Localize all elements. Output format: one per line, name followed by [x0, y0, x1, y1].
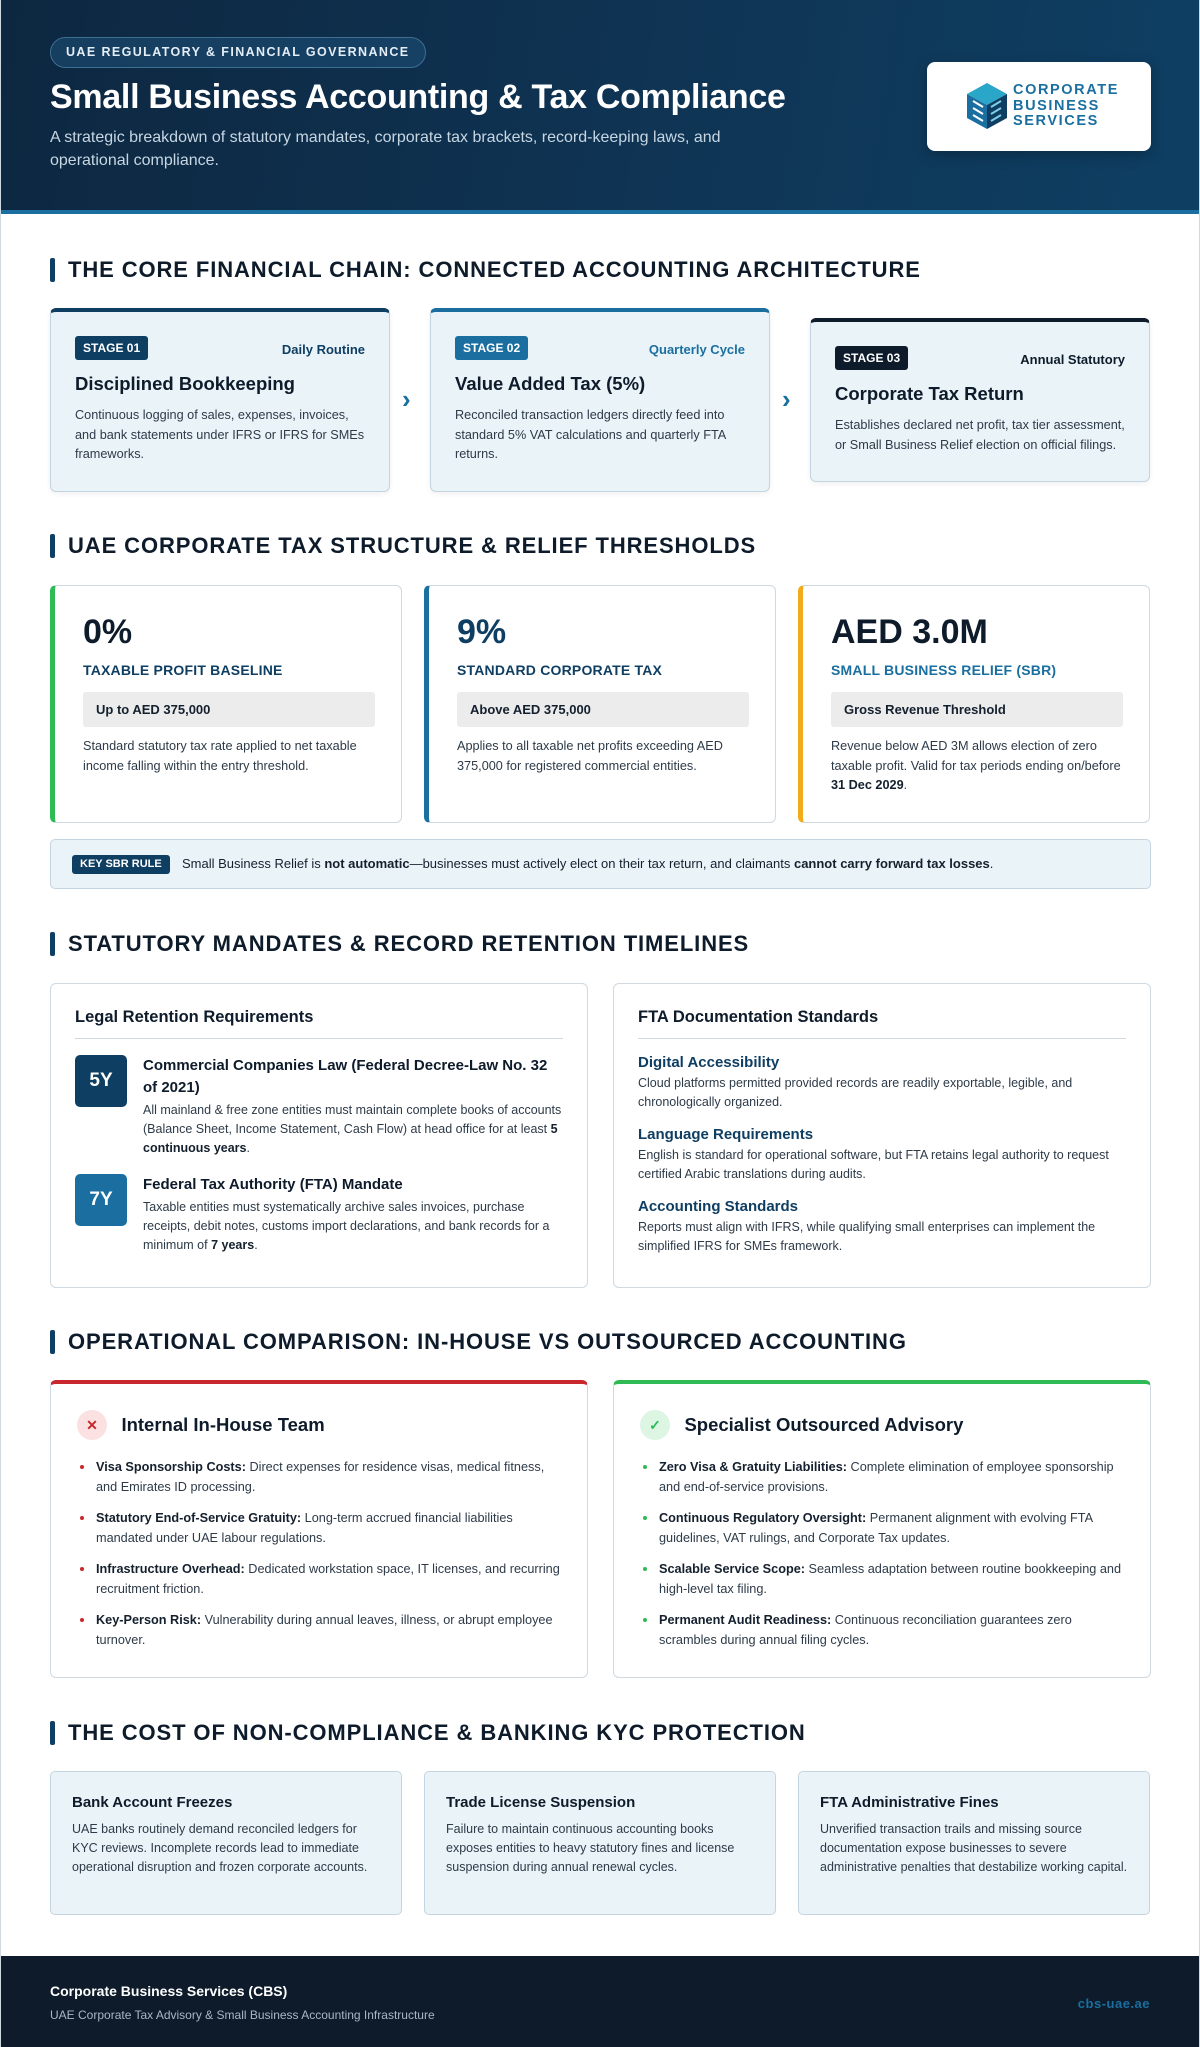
- risk-card-fines: [798, 1771, 1150, 1915]
- page-subtitle: A strategic breakdown of statutory mandates, corporate tax brackets, record-keeping laws, and operational compliance.: [50, 129, 721, 169]
- inhouse-title: Internal In-House Team: [121, 1414, 325, 1435]
- risk-title: Trade License Suspension: [446, 1794, 636, 1811]
- stage-tag: STAGE 01: [75, 336, 148, 360]
- check-icon: ✓: [640, 1410, 670, 1440]
- tax-threshold-bar: Up to AED 375,000: [83, 692, 375, 727]
- tax-card-standard: [424, 585, 776, 823]
- standard-title: Digital Accessibility: [638, 1054, 780, 1071]
- list-item: Key-Person Risk: Vulnerability during annual leaves, illness, or abrupt employee turnover.: [77, 1610, 561, 1650]
- standard-description: English is standard for operational software, but FTA retains legal authority to request certified Arabic translations during audits.: [638, 1148, 1109, 1181]
- standard-title: Language Requirements: [638, 1126, 814, 1143]
- tax-description: Revenue below AED 3M allows election of zero taxable profit. Valid for tax periods ending on/before 31 Dec 2029.: [831, 739, 1121, 792]
- stage-card-02: [430, 308, 770, 492]
- footer-company-name: Corporate Business Services (CBS): [50, 1983, 288, 1999]
- retention-years-badge: 7Y: [75, 1174, 127, 1226]
- chevron-right-icon: ›: [782, 384, 791, 414]
- retention-item: [75, 1174, 563, 1255]
- risk-description: UAE banks routinely demand reconciled ledgers for KYC reviews. Incomplete records lead to immediate operational disruption and frozen corporate accounts.: [72, 1822, 368, 1874]
- tax-rate-label: TAXABLE PROFIT BASELINE: [83, 662, 283, 678]
- outsourced-title: Specialist Outsourced Advisory: [684, 1414, 964, 1435]
- footer: [1, 1956, 1199, 2047]
- stage-frequency: Quarterly Cycle: [648, 342, 745, 357]
- retention-years-badge: 5Y: [75, 1055, 127, 1107]
- list-item: Zero Visa & Gratuity Liabilities: Complete elimination of employee sponsorship and end-of-service provisions.: [640, 1457, 1124, 1497]
- tax-description: Standard statutory tax rate applied to net taxable income falling within the entry threshold.: [83, 739, 357, 773]
- standard-item: [638, 1054, 1126, 1111]
- standard-description: Cloud platforms permitted provided records are readily exportable, legible, and chronologically organized.: [638, 1076, 1073, 1109]
- tax-card-zero: [50, 585, 402, 823]
- list-item: Infrastructure Overhead: Dedicated workstation space, IT licenses, and recurring recruitment friction.: [77, 1559, 561, 1599]
- standard-description: Reports must align with IFRS, while qualifying small enterprises can implement the simplified IFRS for SMEs framework.: [638, 1220, 1096, 1253]
- retention-item-title: Commercial Companies Law (Federal Decree-Law No. 32 of 2021): [143, 1057, 548, 1096]
- stage-tag: STAGE 02: [455, 336, 528, 360]
- risk-card-license: [424, 1771, 776, 1915]
- stage-card-01: [50, 308, 390, 492]
- close-icon: ✕: [77, 1410, 107, 1440]
- panel-title: Legal Retention Requirements: [75, 1008, 563, 1039]
- stage-tag: STAGE 03: [835, 346, 908, 370]
- risk-card-bank: [50, 1771, 402, 1915]
- panel-title: FTA Documentation Standards: [638, 1008, 1126, 1039]
- list-item: Visa Sponsorship Costs: Direct expenses for residence visas, medical fitness, and Emirates ID processing.: [77, 1457, 561, 1497]
- sbr-rule-tag: KEY SBR RULE: [72, 855, 170, 874]
- retention-item-description: All mainland & free zone entities must maintain complete books of accounts (Balance Sheet, Income Statement, Cash Flow) at head office for at least 5 continuous years.: [143, 1103, 562, 1155]
- standard-item: [638, 1198, 1126, 1255]
- standard-item: [638, 1126, 1126, 1183]
- stage-title: Value Added Tax (5%): [455, 373, 646, 394]
- stage-frequency: Annual Statutory: [1020, 352, 1125, 367]
- risk-description: Failure to maintain continuous accounting books exposes entities to heavy statutory fines and license suspension during annual renewal cycles.: [446, 1822, 735, 1874]
- stage-description: Continuous logging of sales, expenses, invoices, and bank statements under IFRS or IFRS for SMEs frameworks.: [75, 408, 365, 461]
- tax-rate-label: STANDARD CORPORATE TAX: [457, 662, 663, 678]
- retention-item-description: Taxable entities must systematically archive sales invoices, purchase receipts, debit notes, customs import declarations, and bank records for a minimum of 7 years.: [143, 1200, 550, 1252]
- inhouse-list: [77, 1457, 561, 1650]
- risk-description: Unverified transaction trails and missing source documentation expose businesses to severe administrative penalties that destabilize working capital.: [820, 1822, 1128, 1874]
- stage-title: Disciplined Bookkeeping: [75, 373, 295, 394]
- sbr-rule-text: Small Business Relief is not automatic—businesses must actively elect on their tax return, and claimants cannot carry forward tax losses.: [182, 856, 994, 871]
- section-title-retention: STATUTORY MANDATES & RECORD RETENTION TIMELINES: [50, 929, 749, 959]
- header: [1, 0, 1199, 214]
- risk-title: FTA Administrative Fines: [820, 1794, 999, 1811]
- tax-rate-value: 0%: [83, 613, 133, 651]
- stage-title: Corporate Tax Return: [835, 383, 1024, 404]
- standard-title: Accounting Standards: [638, 1198, 799, 1215]
- tax-rate-label: SMALL BUSINESS RELIEF (SBR): [831, 662, 1057, 678]
- fta-standards-panel: [613, 983, 1151, 1288]
- list-item: Statutory End-of-Service Gratuity: Long-term accrued financial liabilities mandated under UAE labour regulations.: [77, 1508, 561, 1548]
- section-title-chain: THE CORE FINANCIAL CHAIN: CONNECTED ACCOUNTING ARCHITECTURE: [50, 255, 921, 285]
- tax-rate-value: AED 3.0M: [831, 613, 988, 651]
- retention-item-title: Federal Tax Authority (FTA) Mandate: [143, 1176, 403, 1193]
- inhouse-card: [50, 1380, 588, 1678]
- outsourced-card: [613, 1380, 1151, 1678]
- tax-rate-value: 9%: [457, 613, 507, 651]
- company-logo[interactable]: [927, 62, 1151, 151]
- section-title-comparison: OPERATIONAL COMPARISON: IN-HOUSE VS OUTSOURCED ACCOUNTING: [50, 1327, 907, 1357]
- footer-description: UAE Corporate Tax Advisory & Small Business Accounting Infrastructure: [50, 2008, 435, 2022]
- outsourced-list: [640, 1457, 1124, 1650]
- list-item: Continuous Regulatory Oversight: Permanent alignment with evolving FTA guidelines, VAT rulings, and Corporate Tax updates.: [640, 1508, 1124, 1548]
- tax-description: Applies to all taxable net profits exceeding AED 375,000 for registered commercial entities.: [457, 739, 723, 773]
- legal-retention-panel: [50, 983, 588, 1288]
- list-item: Scalable Service Scope: Seamless adaptation between routine bookkeeping and high-level tax filing.: [640, 1559, 1124, 1599]
- cube-logo-icon: [963, 81, 1011, 131]
- section-title-risk: THE COST OF NON-COMPLIANCE & BANKING KYC PROTECTION: [50, 1718, 806, 1748]
- footer-website-link[interactable]: cbs-uae.ae: [1077, 1996, 1150, 2011]
- section-title-tax: UAE CORPORATE TAX STRUCTURE & RELIEF THRESHOLDS: [50, 531, 756, 561]
- stage-description: Reconciled transaction ledgers directly feed into standard 5% VAT calculations and quarterly FTA returns.: [455, 408, 726, 461]
- chevron-right-icon: ›: [402, 384, 411, 414]
- stage-description: Establishes declared net profit, tax tier assessment, or Small Business Relief election on official filings.: [835, 418, 1125, 452]
- tax-threshold-bar: Above AED 375,000: [457, 692, 749, 727]
- logo-text: CORPORATE BUSINESS SERVICES: [1013, 82, 1119, 129]
- risk-title: Bank Account Freezes: [72, 1794, 233, 1811]
- list-item: Permanent Audit Readiness: Continuous reconciliation guarantees zero scrambles during annual filing cycles.: [640, 1610, 1124, 1650]
- header-badge: UAE REGULATORY & FINANCIAL GOVERNANCE: [50, 37, 426, 68]
- stage-card-03: [810, 318, 1150, 482]
- page-title: Small Business Accounting & Tax Compliance: [50, 78, 786, 116]
- stage-frequency: Daily Routine: [281, 342, 365, 357]
- retention-item: [75, 1055, 563, 1158]
- tax-threshold-bar: Gross Revenue Threshold: [831, 692, 1123, 727]
- tax-card-sbr: [798, 585, 1150, 823]
- sbr-rule-callout: [50, 839, 1151, 889]
